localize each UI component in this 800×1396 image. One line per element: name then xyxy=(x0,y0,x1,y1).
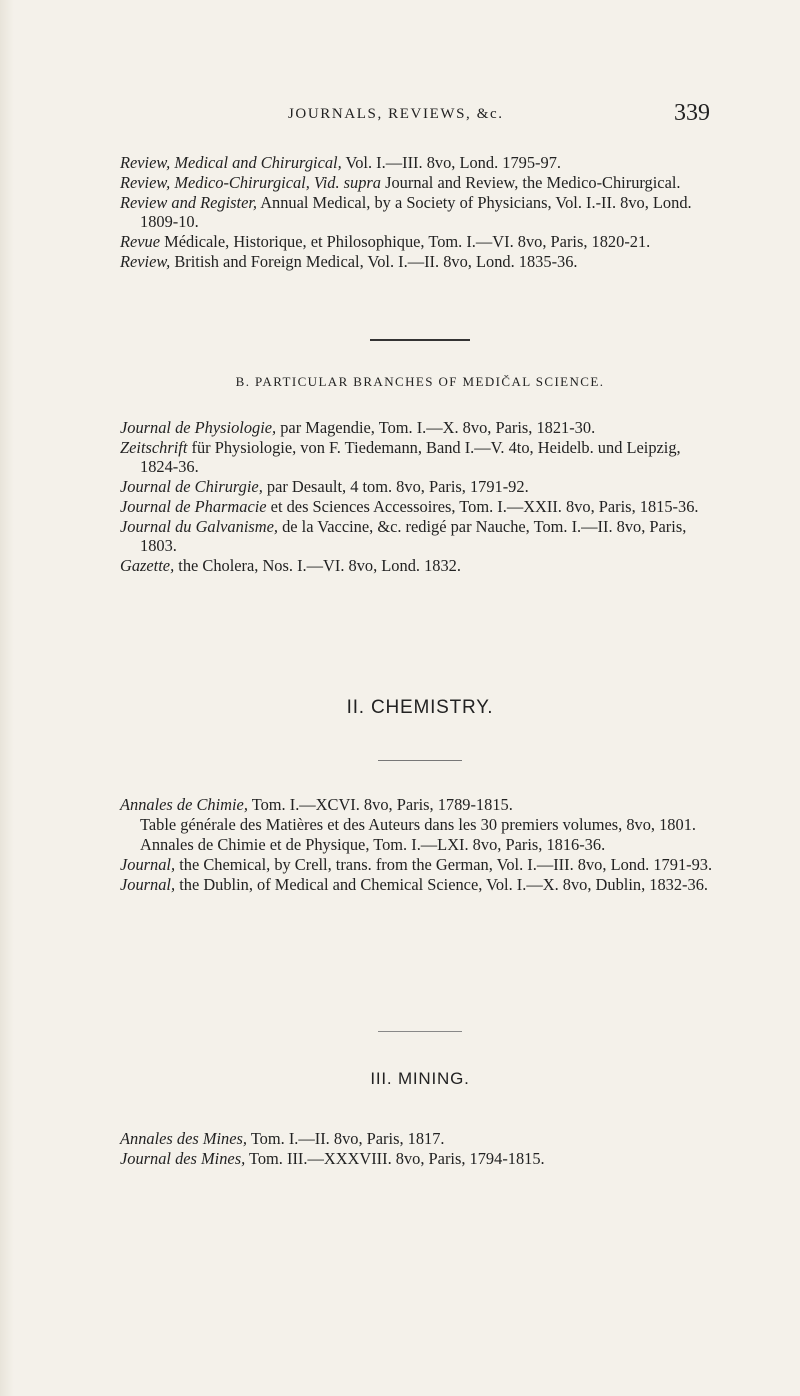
mining-heading: III. MINING. xyxy=(370,1069,470,1088)
list-item: Journal des Mines, Tom. III.—XXXVIII. 8vo, Paris, 1794-1815. xyxy=(120,1149,545,1168)
list-item: Journal du Galvanisme, de la Vaccine, &c. redigé par Nauche, Tom. I.—II. 8vo, Paris, 1803. xyxy=(120,517,687,555)
list-item: Zeitschrift für Physiologie, von F. Tiedemann, Band I.—V. 4to, Heidelb. und Leipzig, 1824-36. xyxy=(120,438,681,476)
list-item: Revue Médicale, Historique, et Philosophique, Tom. I.—VI. 8vo, Paris, 1820-21. xyxy=(120,232,651,251)
list-item: Annales de Chimie, Tom. I.—XCVI. 8vo, Paris, 1789-1815. xyxy=(120,795,513,814)
chemistry-list xyxy=(120,795,720,895)
list-item: Review and Register, Annual Medical, by a Society of Physicians, Vol. I.-II. 8vo, Lond. 1809-10. xyxy=(120,193,692,231)
section-b-list xyxy=(120,418,720,576)
list-item: Journal de Chirurgie, par Desault, 4 tom. 8vo, Paris, 1791-92. xyxy=(120,477,529,496)
list-item: Gazette, the Cholera, Nos. I.—VI. 8vo, Lond. 1832. xyxy=(120,556,461,575)
list-item: Review, British and Foreign Medical, Vol. I.—II. 8vo, Lond. 1835-36. xyxy=(120,252,578,271)
list-item: Journal de Physiologie, par Magendie, Tom. I.—X. 8vo, Paris, 1821-30. xyxy=(120,418,596,437)
section-a-list xyxy=(120,153,720,272)
section-b-heading: B. PARTICULAR BRANCHES OF MEDIČAL SCIENCE. xyxy=(235,374,605,389)
list-item: Annales des Mines, Tom. I.—II. 8vo, Paris, 1817. xyxy=(120,1129,445,1148)
chemistry-heading: II. CHEMISTRY. xyxy=(346,697,494,718)
section-divider xyxy=(370,339,470,341)
list-item: Table générale des Matières et des Auteurs dans les 30 premiers volumes, 8vo, 1801. xyxy=(140,815,696,834)
list-item: Review, Medical and Chirurgical, Vol. I.—III. 8vo, Lond. 1795-97. xyxy=(120,153,561,172)
running-head-title: JOURNALS, REVIEWS, &c. xyxy=(288,106,504,122)
page-edge-shadow xyxy=(0,0,14,1396)
list-item: Annales de Chimie et de Physique, Tom. I.—LXI. 8vo, Paris, 1816-36. xyxy=(140,835,606,854)
section-divider xyxy=(378,760,462,761)
section-divider xyxy=(378,1031,462,1032)
running-head xyxy=(120,100,710,140)
list-item: Review, Medico-Chirurgical, Vid. supra Journal and Review, the Medico-Chirurgical. xyxy=(120,173,681,192)
mining-list xyxy=(120,1129,720,1169)
list-item: Journal, the Dublin, of Medical and Chemical Science, Vol. I.—X. 8vo, Dublin, 1832-36. xyxy=(120,875,709,894)
list-item: Journal, the Chemical, by Crell, trans. from the German, Vol. I.—III. 8vo, Lond. 1791-93. xyxy=(120,855,713,874)
list-item: Journal de Pharmacie et des Sciences Accessoires, Tom. I.—XXII. 8vo, Paris, 1815-36. xyxy=(120,497,699,516)
page-number: 339 xyxy=(674,100,710,126)
